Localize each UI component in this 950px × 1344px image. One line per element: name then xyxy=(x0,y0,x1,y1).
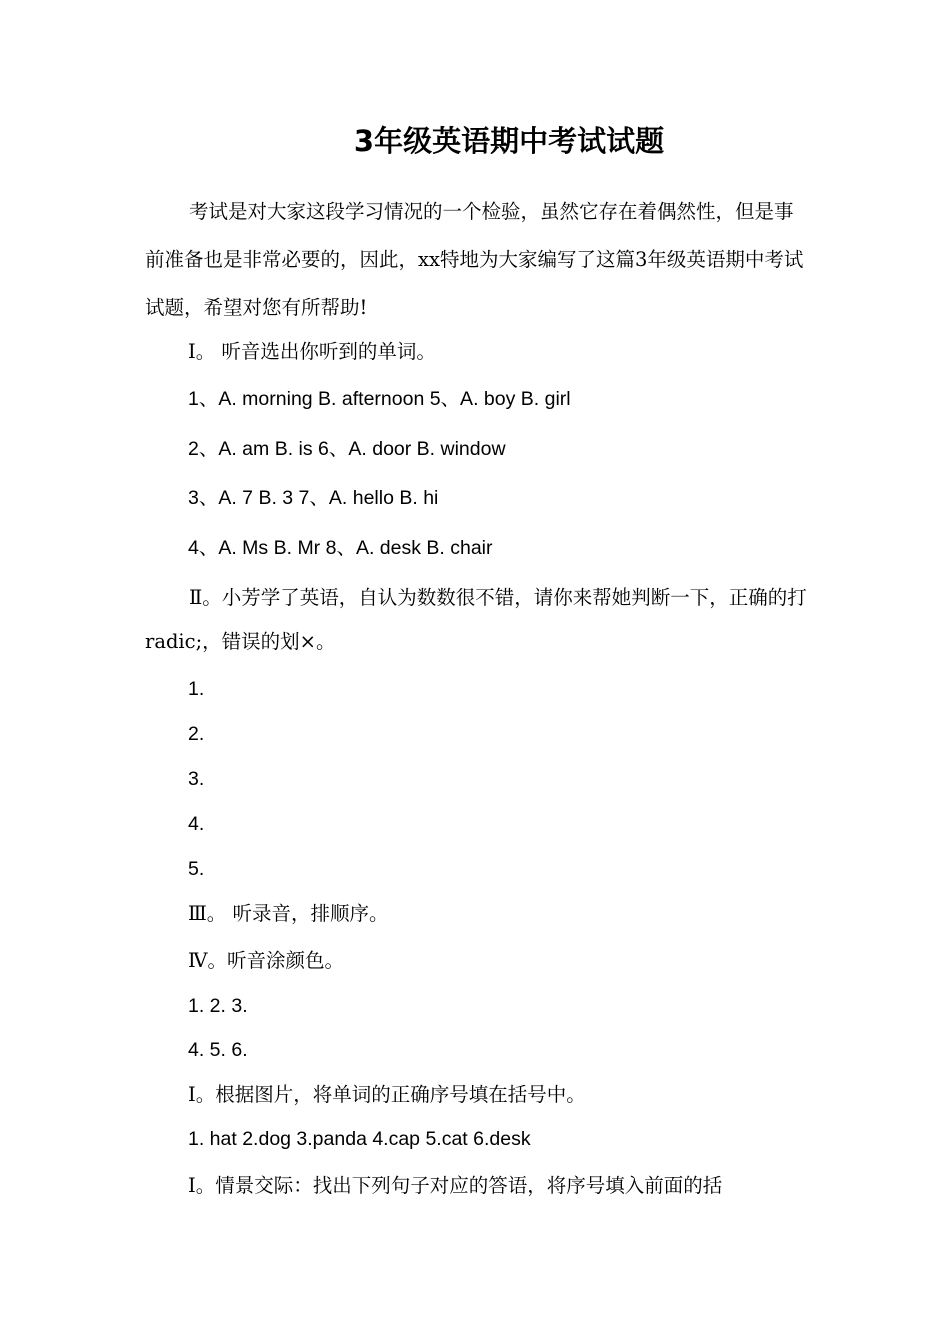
document-title: 3年级英语期中考试试题 xyxy=(353,124,665,158)
section1-heading: Ⅰ。 听音选出你听到的单词。 xyxy=(188,340,436,363)
section2-item: 1. xyxy=(188,678,205,700)
section2-item: 2. xyxy=(188,723,205,745)
section2-heading: Ⅱ。小芳学了英语，自认为数数很不错，请你来帮她判断一下，正确的打radic;，错误的划×。 xyxy=(145,586,807,653)
section3-heading: Ⅲ。 听录音，排顺序。 xyxy=(188,902,389,925)
section4-item: 4. 5. 6. xyxy=(188,1039,248,1061)
section1-item: 4、A. Ms B. Mr 8、A. desk B. chair xyxy=(188,537,493,559)
section4-item: 1. 2. 3. xyxy=(188,995,248,1017)
section2-item: 5. xyxy=(188,858,205,880)
intro-paragraph: 考试是对大家这段学习情况的一个检验，虽然它存在着偶然性，但是事前准备也是非常必要的，因此，xx特地为大家编写了这篇3年级英语期中考试试题，希望对您有所帮助! xyxy=(145,200,804,319)
section4-heading: Ⅳ。听音涂颜色。 xyxy=(188,949,344,972)
section6-heading: Ⅰ。情景交际：找出下列句子对应的答语，将序号填入前面的括 xyxy=(188,1174,723,1197)
section1-item: 1、A. morning B. afternoon 5、A. boy B. girl xyxy=(188,388,571,410)
section5-heading: Ⅰ。根据图片，将单词的正确序号填在括号中。 xyxy=(188,1083,586,1106)
section2-item: 4. xyxy=(188,813,205,835)
section2-item: 3. xyxy=(188,768,205,790)
section1-item: 2、A. am B. is 6、A. door B. window xyxy=(188,438,506,460)
section1-item: 3、A. 7 B. 3 7、A. hello B. hi xyxy=(188,487,439,509)
section5-item: 1. hat 2.dog 3.panda 4.cap 5.cat 6.desk xyxy=(188,1128,531,1150)
